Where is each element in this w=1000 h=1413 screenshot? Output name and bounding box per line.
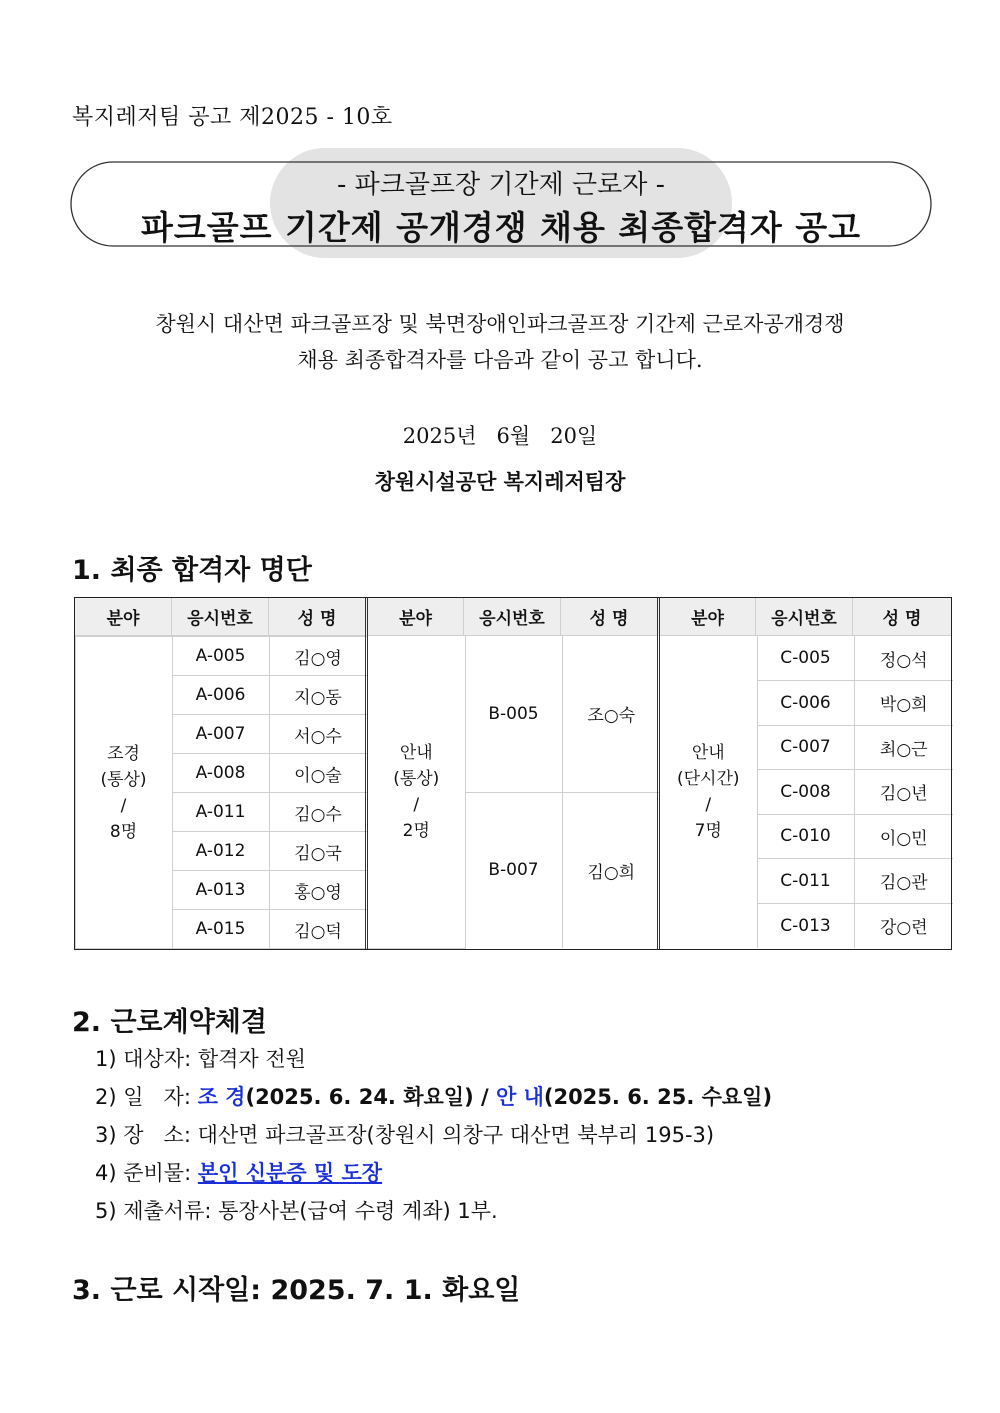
field-line: /: [120, 795, 127, 816]
header-exam-no: 응시번호: [464, 598, 561, 636]
date-landscape: (2025. 6. 24. 화요일) /: [245, 1085, 496, 1109]
exam-no: A-015: [172, 910, 269, 949]
applicant-name: 홍○영: [269, 871, 367, 910]
exam-no: A-006: [172, 676, 269, 715]
exam-no: A-013: [172, 871, 269, 910]
item-label: 4) 준비물:: [95, 1161, 198, 1185]
field-guide: 안 내: [495, 1085, 544, 1109]
header-exam-no: 응시번호: [172, 598, 269, 636]
field-line: 8명: [109, 821, 138, 842]
contract-item: [95, 1154, 772, 1192]
header-field: 분야: [75, 598, 172, 636]
page-title: 파크골프 기간제 공개경쟁 채용 최종합격자 공고: [140, 208, 861, 247]
exam-no: B-005: [465, 636, 562, 792]
applicant-name: 김○덕: [269, 910, 367, 949]
applicant-name: 김○희: [562, 792, 660, 948]
field-line: 안내: [691, 743, 725, 763]
applicant-name: 이○민: [854, 814, 953, 859]
header-name: 성 명: [853, 598, 952, 636]
exam-no: A-011: [172, 793, 269, 832]
applicant-name: 김○수: [269, 793, 367, 832]
contract-item: [95, 1078, 772, 1116]
section-heading: 1. 최종 합격자 명단: [72, 555, 312, 586]
section-heading: 3. 근로 시작일: 2025. 7. 1. 화요일: [72, 1275, 521, 1306]
section-heading: 2. 근로계약체결: [72, 1007, 267, 1038]
applicant-name: 김○국: [269, 832, 367, 871]
group-b-table: [368, 636, 660, 949]
exam-no: C-011: [757, 859, 854, 904]
contract-item: 5) 제출서류: 통장사본(급여 수령 계좌) 1부.: [95, 1199, 498, 1223]
contract-item: 1) 대상자: 합격자 전원: [95, 1047, 306, 1071]
applicant-name: 강○련: [854, 903, 953, 948]
group-a-cell: [75, 636, 367, 950]
intro-line: 창원시 대산면 파크골프장 및 북면장애인파크골프장 기간제 근로자공개경쟁: [155, 312, 845, 336]
field-line: 7명: [694, 821, 722, 841]
field-line: (통상): [393, 768, 440, 789]
field-line: /: [413, 794, 420, 815]
field-line: (통상): [100, 769, 147, 790]
applicant-name: 지○동: [269, 676, 367, 715]
header-name: 성 명: [561, 598, 659, 636]
header-field: 분야: [367, 598, 464, 636]
notice-date: 2025년 6월 20일: [402, 424, 598, 448]
exam-no: A-007: [172, 715, 269, 754]
field-cell-c: [660, 636, 757, 948]
field-line: (단시간): [676, 769, 740, 789]
exam-no: A-005: [172, 637, 269, 676]
exam-no: C-010: [757, 814, 854, 859]
applicant-name: 정○석: [854, 636, 953, 681]
signer: 창원시설공단 복지레저팀장: [374, 469, 626, 494]
field-landscape: 조 경: [197, 1085, 246, 1109]
field-cell-b: [368, 636, 465, 948]
header-name: 성 명: [269, 598, 367, 636]
field-line: 안내: [399, 742, 433, 763]
contract-list: [95, 1040, 772, 1230]
subtitle: - 파크골프장 기간제 근로자 -: [336, 170, 666, 200]
intro-text: [60, 306, 940, 378]
applicant-name: 김○년: [854, 770, 953, 815]
group-b-cell: [367, 636, 659, 950]
group-c-table: [660, 636, 953, 948]
applicant-name: 이○술: [269, 754, 367, 793]
applicant-name: 서○수: [269, 715, 367, 754]
roster-table: [74, 597, 952, 950]
contract-item: 3) 장 소: 대산면 파크골프장(창원시 의창구 대산면 북부리 195-3): [95, 1123, 715, 1147]
header-field: 분야: [659, 598, 756, 636]
field-line: /: [705, 795, 712, 815]
field-line: 2명: [402, 820, 430, 841]
applicant-name: 조○숙: [562, 636, 660, 792]
exam-no: A-008: [172, 754, 269, 793]
date-guide: (2025. 6. 25. 수요일): [543, 1085, 773, 1109]
intro-line: 채용 최종합격자를 다음과 같이 공고 합니다.: [297, 348, 703, 372]
applicant-name: 김○영: [269, 637, 367, 676]
item-label: 2) 일 자:: [95, 1085, 198, 1109]
title-box: [70, 162, 932, 246]
header-exam-no: 응시번호: [756, 598, 853, 636]
applicant-name: 박○희: [854, 681, 953, 726]
exam-no: B-007: [465, 792, 562, 948]
required-items: 본인 신분증 및 도장: [197, 1161, 383, 1185]
group-c-cell: [659, 636, 952, 950]
exam-no: C-005: [757, 636, 854, 681]
notice-number: 복지레저팀 공고 제2025 - 10호: [72, 105, 393, 130]
exam-no: A-012: [172, 832, 269, 871]
exam-no: C-013: [757, 903, 854, 948]
group-a-table: [75, 636, 368, 949]
applicant-name: 최○근: [854, 725, 953, 770]
exam-no: C-006: [757, 681, 854, 726]
exam-no: C-007: [757, 725, 854, 770]
applicant-name: 김○관: [854, 859, 953, 904]
field-line: 조경: [107, 743, 140, 764]
field-cell-a: [75, 637, 172, 949]
exam-no: C-008: [757, 770, 854, 815]
